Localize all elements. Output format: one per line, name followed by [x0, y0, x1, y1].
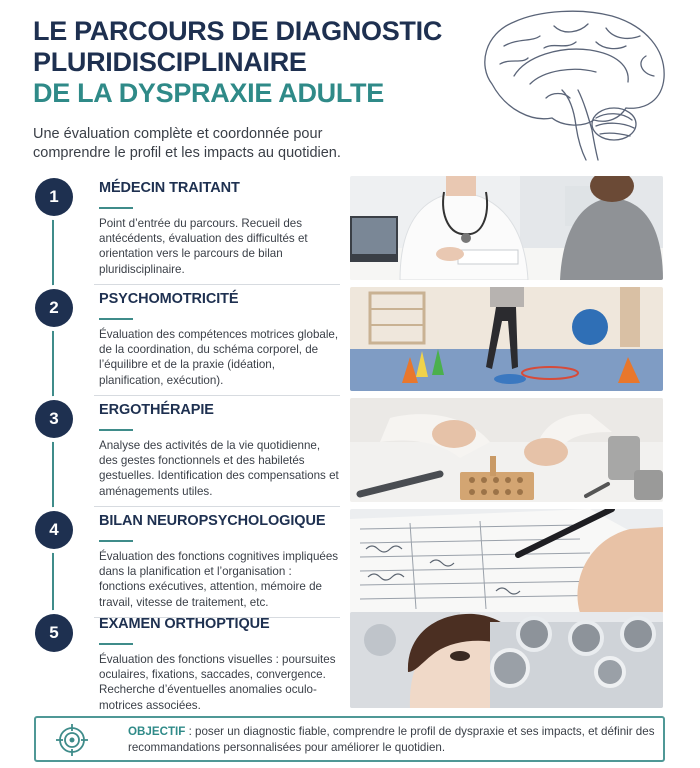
subtitle: Une évaluation complète et coordonnée pour comprendre le profil et les impacts au quotidien.	[33, 126, 341, 161]
photo-psychomotor-room	[350, 287, 663, 391]
step-separator-3	[94, 506, 340, 507]
step-title-2: PSYCHOMOTRICITÉ	[99, 291, 239, 307]
step-4	[0, 509, 700, 619]
step-number-2: 2	[35, 289, 73, 327]
step-5	[0, 612, 700, 722]
step-description-1: Point d’entrée du parcours. Recueil des antécédents, évaluation des difficultés et orientation vers le parcours de bilan pluridisciplinaire.	[99, 217, 308, 276]
photo-neuropsychological-test	[350, 509, 663, 613]
step-number-5: 5	[35, 614, 73, 652]
step-rule-1	[99, 207, 133, 209]
step-title-3: ERGOTHÉRAPIE	[99, 402, 214, 418]
title-line-1: LE PARCOURS DE DIAGNOSTIC	[33, 16, 443, 46]
objective-label: OBJECTIF	[128, 725, 186, 738]
step-title-1: MÉDECIN TRAITANT	[99, 180, 240, 196]
step-description-3: Analyse des activités de la vie quotidienne, des gestes fonctionnels et des habiletés gestuelles. Identification des compensations et aménagements utiles.	[99, 439, 339, 498]
step-title-5: EXAMEN ORTHOPTIQUE	[99, 616, 270, 632]
step-number-4: 4	[35, 511, 73, 549]
step-rule-5	[99, 643, 133, 645]
step-rule-2	[99, 318, 133, 320]
step-description-2: Évaluation des compétences motrices globale, de la coordination, du schéma corporel, de l’équilibre et de la praxie (idéation, planification, exécution).	[99, 328, 339, 387]
step-description-5: Évaluation des fonctions visuelles : poursuites oculaires, fixations, saccades, convergence. Recherche d’éventuelles anomalies oculo-motrices associées.	[99, 653, 336, 712]
objective-box	[34, 716, 665, 762]
step-3	[0, 398, 700, 508]
step-title-4: BILAN NEUROPSYCHOLOGIQUE	[99, 513, 326, 529]
step-number-1: 1	[35, 178, 73, 216]
brain-illustration	[470, 6, 675, 164]
photo-orthoptic-exam	[350, 612, 663, 708]
step-separator-2	[94, 395, 340, 396]
step-rule-4	[99, 540, 133, 542]
title-line-3: DE LA DYSPRAXIE ADULTE	[33, 78, 384, 108]
objective-text	[128, 724, 658, 755]
step-separator-1	[94, 284, 340, 285]
step-description-4: Évaluation des fonctions cognitives impliquées dans la planification et l’organisation : fonctions exécutives, attention, mémoire de travail, vitesse de traitement, etc.	[99, 550, 339, 609]
step-rule-3	[99, 429, 133, 431]
photo-doctor-consultation	[350, 176, 663, 280]
photo-occupational-therapy	[350, 398, 663, 502]
step-2	[0, 287, 700, 397]
step-number-3: 3	[35, 400, 73, 438]
objective-body: : poser un diagnostic fiable, comprendre le profil de dyspraxie et ses impacts, et définir des recommandations personnalisées pour améliorer le quotidien.	[128, 725, 655, 754]
page-title	[33, 16, 442, 109]
title-line-2: PLURIDISCIPLINAIRE	[33, 47, 307, 77]
target-icon	[56, 724, 88, 756]
step-1	[0, 176, 700, 286]
